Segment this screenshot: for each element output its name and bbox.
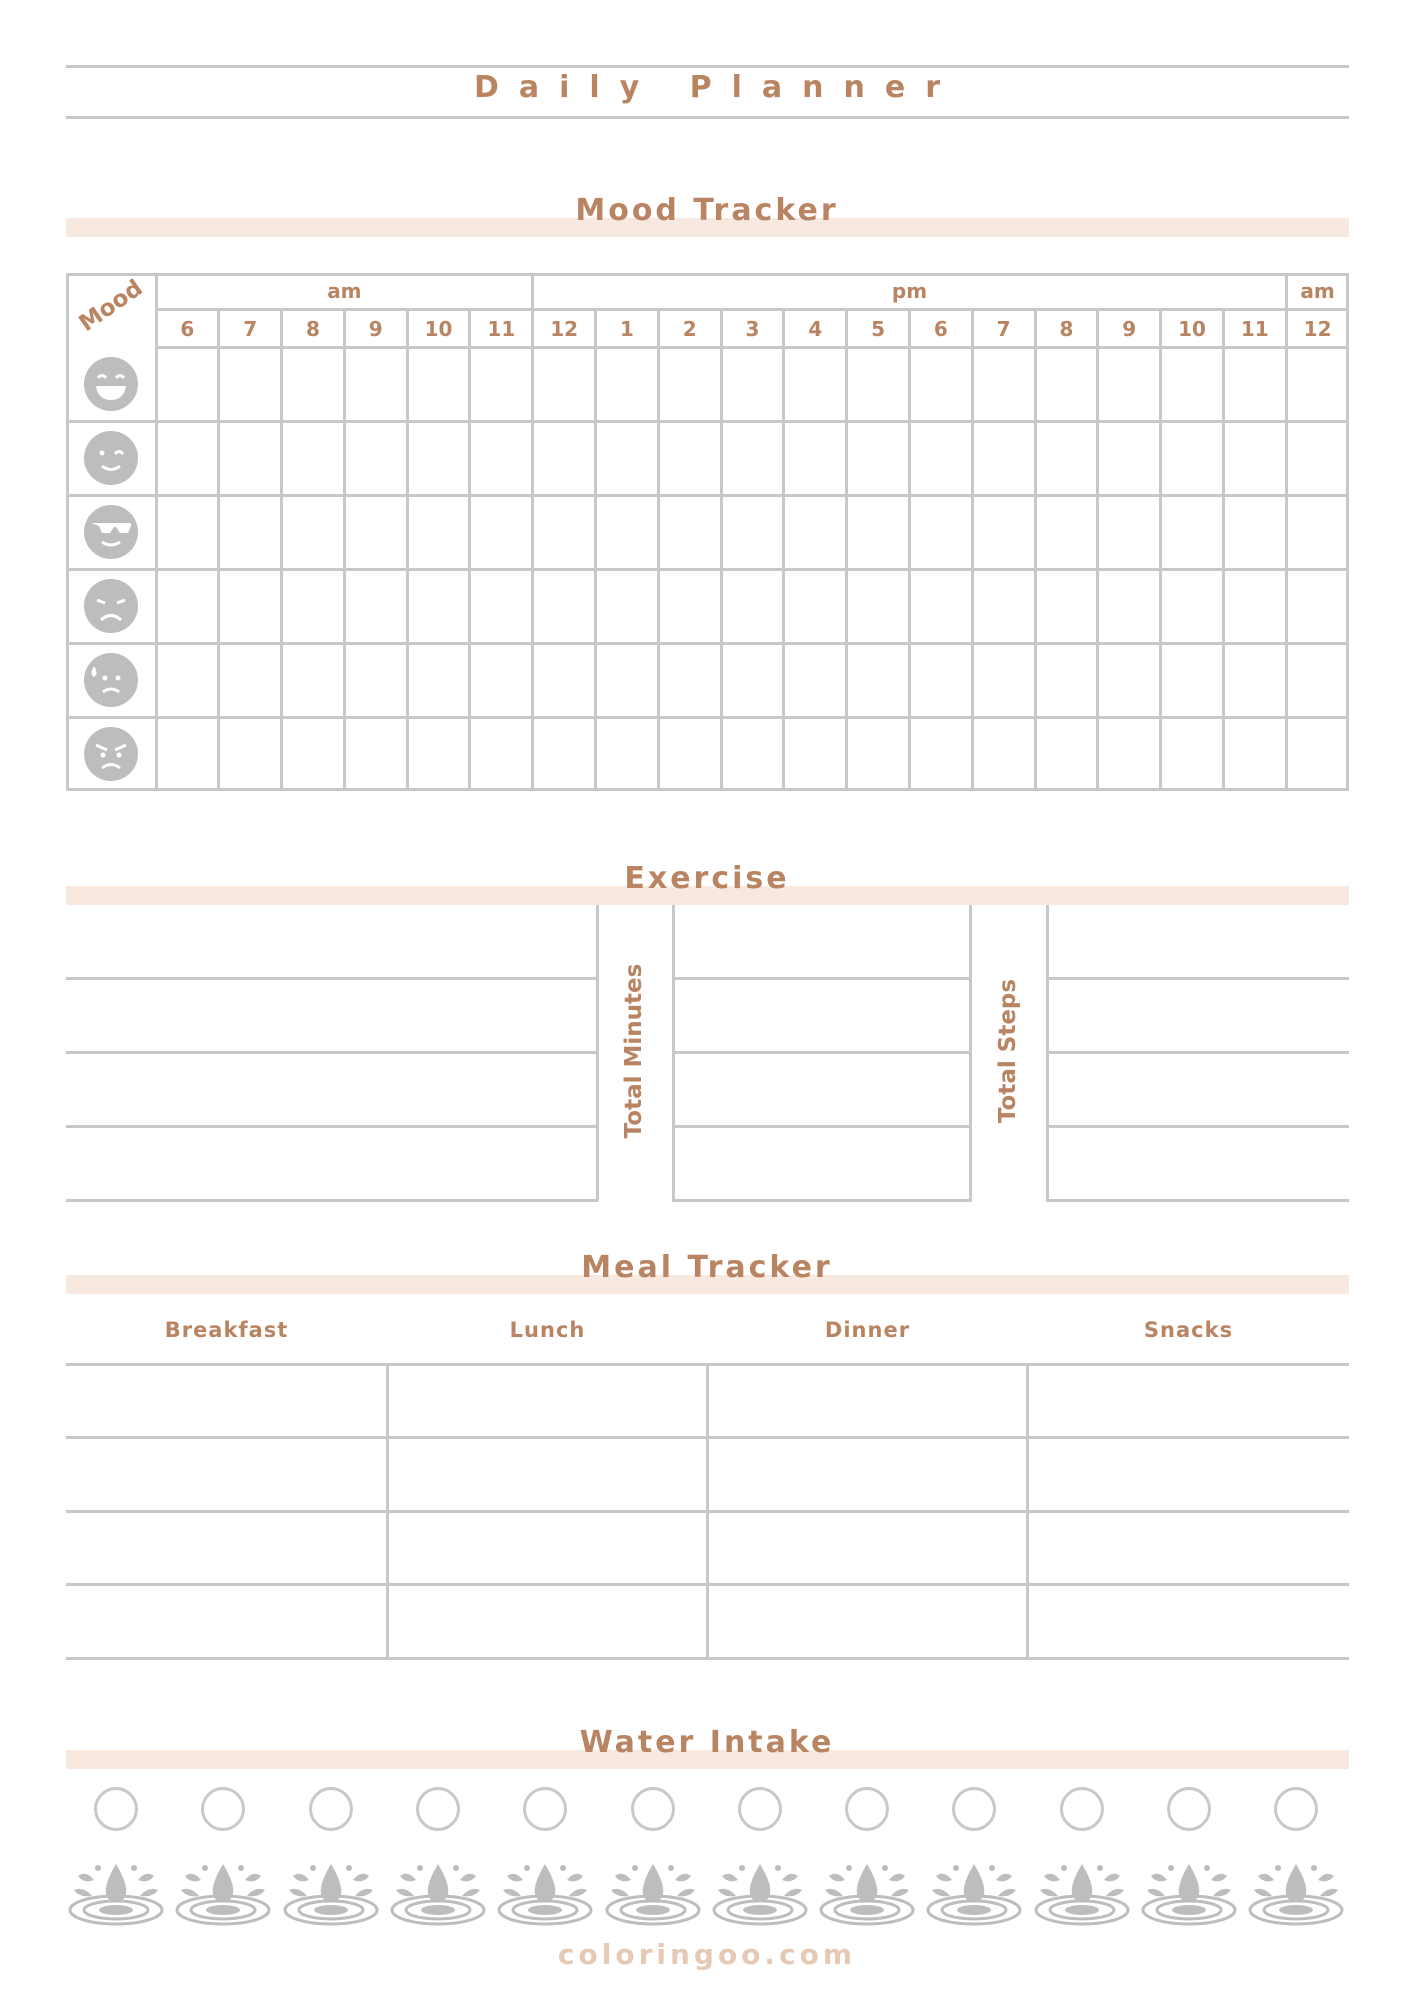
hour-label: 12: [1303, 317, 1332, 341]
water-splash-icon: [1034, 1856, 1130, 1926]
grid-hline: [156, 308, 1349, 311]
exercise-heading: Exercise: [624, 861, 790, 896]
water-glass-checkbox[interactable]: [416, 1787, 460, 1831]
grid-vline: [1034, 309, 1037, 791]
mood-grid: [66, 273, 1349, 791]
grid-hline: [66, 420, 1349, 423]
water-glass-checkbox[interactable]: [1167, 1787, 1211, 1831]
water-glass-checkbox[interactable]: [523, 1787, 567, 1831]
grid-vline: [971, 309, 974, 791]
water-glass-checkbox[interactable]: [94, 1787, 138, 1831]
hour-label: 6: [180, 317, 195, 341]
period-am-label: am: [327, 279, 362, 303]
hour-label: 8: [1059, 317, 1074, 341]
water-splash-icon: [712, 1856, 808, 1926]
minutes-line: [672, 977, 972, 980]
minutes-line: [672, 1125, 972, 1128]
water-glass-checkbox[interactable]: [952, 1787, 996, 1831]
grid-vline: [531, 273, 534, 791]
mood-corner-label: Mood: [74, 274, 148, 338]
water-glass-checkbox[interactable]: [1060, 1787, 1104, 1831]
water-glass-checkbox[interactable]: [1274, 1787, 1318, 1831]
sad-face-icon: [83, 578, 139, 634]
exercise-line: [66, 1125, 598, 1128]
winking-face-icon: [83, 430, 139, 486]
meal-column-dinner: Dinner: [824, 1318, 911, 1342]
hour-label: 6: [933, 317, 948, 341]
water-glass-checkbox[interactable]: [201, 1787, 245, 1831]
grid-vline: [720, 309, 723, 791]
laughing-face-icon: [83, 356, 139, 412]
water-splash-icon: [175, 1856, 271, 1926]
hour-label: 2: [682, 317, 697, 341]
grid-vline: [782, 309, 785, 791]
grid-vline: [1096, 309, 1099, 791]
steps-line: [1046, 977, 1349, 980]
steps-line: [1046, 1051, 1349, 1054]
minutes-line: [672, 1051, 972, 1054]
meal-divider: [386, 1364, 389, 1658]
grid-vline: [845, 309, 848, 791]
angry-face-icon: [83, 726, 139, 782]
grid-vline: [406, 309, 409, 791]
meal-column-breakfast: Breakfast: [164, 1318, 289, 1342]
water-intake-heading: Water Intake: [579, 1725, 835, 1760]
hour-label: 9: [1122, 317, 1137, 341]
meal-tracker-heading: Meal Tracker: [581, 1250, 833, 1285]
grid-vline: [155, 273, 158, 791]
water-splash-icon: [497, 1856, 593, 1926]
water-splash-icon: [605, 1856, 701, 1926]
exercise-line: [66, 1199, 598, 1202]
hour-label: 11: [1240, 317, 1269, 341]
grid-vline: [217, 309, 220, 791]
exercise-line: [66, 1051, 598, 1054]
water-glass-checkbox[interactable]: [738, 1787, 782, 1831]
grid-vline: [594, 309, 597, 791]
meal-divider: [706, 1364, 709, 1658]
water-splash-icon: [819, 1856, 915, 1926]
footer-site: coloringoo.com: [557, 1938, 857, 1971]
hour-label: 10: [1178, 317, 1206, 341]
minutes-line: [672, 1199, 972, 1202]
grid-hline: [66, 494, 1349, 497]
hour-label: 11: [487, 317, 516, 341]
steps-line: [1046, 1199, 1349, 1202]
hour-label: 12: [550, 317, 579, 341]
hour-label: 8: [306, 317, 320, 341]
meal-column-lunch: Lunch: [509, 1318, 586, 1342]
water-splash-icon: [1248, 1856, 1344, 1926]
water-splash-icon: [1141, 1856, 1237, 1926]
grid-hline: [156, 346, 1349, 349]
grid-hline: [66, 568, 1349, 571]
water-glass-checkbox[interactable]: [631, 1787, 675, 1831]
grid-vline: [1285, 273, 1288, 791]
hour-label: 5: [871, 317, 886, 341]
steps-line: [1046, 1125, 1349, 1128]
hour-label: 7: [243, 317, 258, 341]
hour-label: 10: [424, 317, 453, 341]
water-splash-icon: [68, 1856, 164, 1926]
total-minutes-label: Total Minutes: [621, 963, 647, 1139]
water-glass-checkbox[interactable]: [845, 1787, 889, 1831]
exercise-divider: [596, 905, 599, 1201]
hour-label: 4: [808, 317, 823, 341]
exercise-line: [66, 977, 598, 980]
water-glass-checkbox[interactable]: [309, 1787, 353, 1831]
hour-label: 3: [745, 317, 760, 341]
grid-hline: [66, 642, 1349, 645]
sunglasses-face-icon: [83, 504, 139, 560]
mood-tracker-heading: Mood Tracker: [575, 193, 839, 228]
title-top-rule: [66, 65, 1349, 68]
page-title: Daily Planner: [473, 70, 961, 105]
hour-label: 7: [996, 317, 1011, 341]
water-splash-icon: [390, 1856, 486, 1926]
water-splash-icon: [283, 1856, 379, 1926]
meal-column-snacks: Snacks: [1143, 1318, 1234, 1342]
meal-divider: [1026, 1364, 1029, 1658]
title-bottom-rule: [66, 116, 1349, 119]
grid-vline: [280, 309, 283, 791]
grid-vline: [908, 309, 911, 791]
period-am-end-label: am: [1300, 279, 1335, 303]
grid-hline: [66, 716, 1349, 719]
total-steps-label: Total Steps: [995, 978, 1021, 1124]
hour-label: 9: [368, 317, 383, 341]
grid-vline: [657, 309, 660, 791]
grid-vline: [1159, 309, 1162, 791]
water-splash-icon: [926, 1856, 1022, 1926]
period-pm-label: pm: [891, 279, 928, 303]
sweating-face-icon: [83, 652, 139, 708]
hour-label: 1: [619, 317, 634, 341]
grid-vline: [1222, 309, 1225, 791]
grid-vline: [468, 309, 471, 791]
grid-vline: [343, 309, 346, 791]
